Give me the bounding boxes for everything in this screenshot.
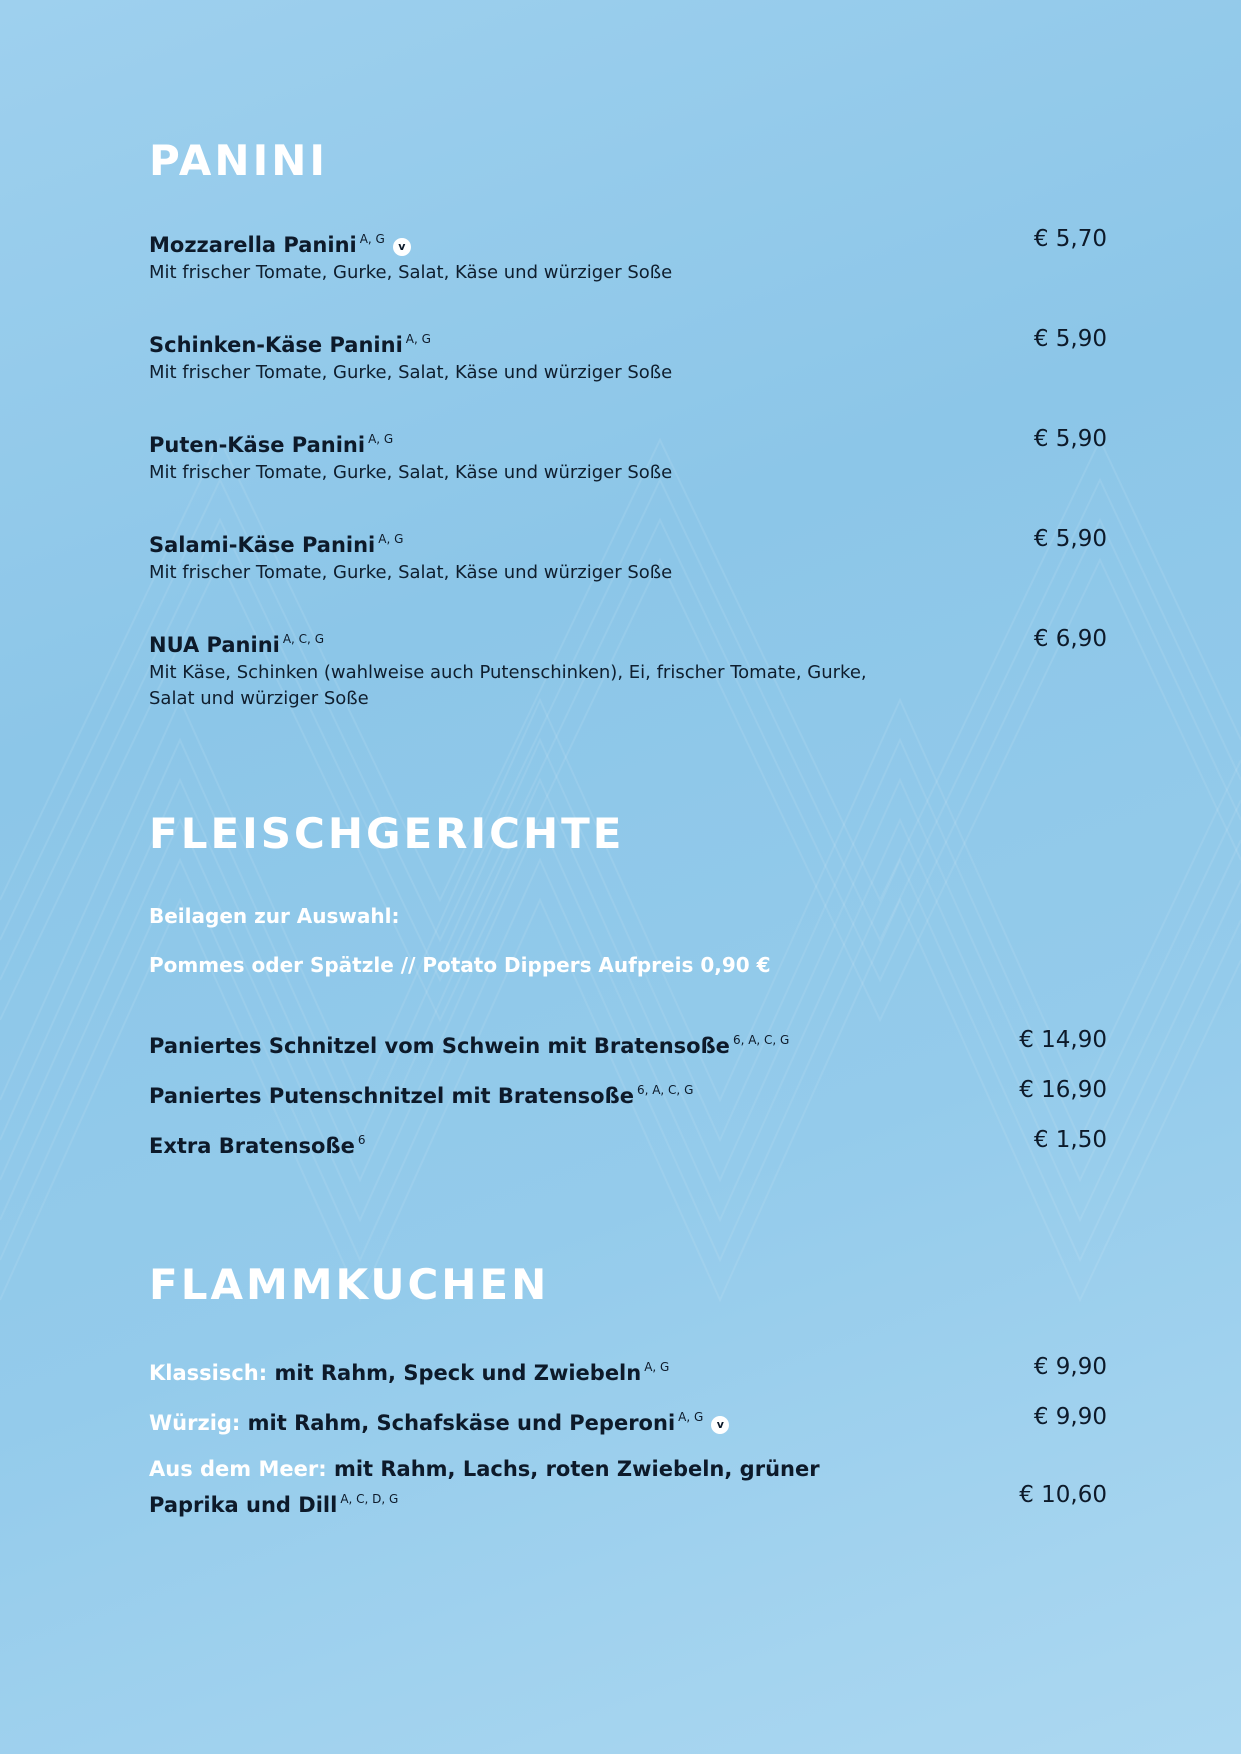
item-name: Puten-Käse Panini — [149, 433, 366, 457]
allergen-codes: 6 — [357, 1133, 366, 1147]
allergen-codes: A, G — [368, 432, 394, 446]
vegetarian-icon: v — [393, 238, 411, 256]
menu-item-schweineschnitzel — [149, 1027, 1107, 1059]
allergen-codes: A, G — [405, 332, 431, 346]
menu-item-extra-bratensosse — [149, 1127, 1107, 1159]
section-title-panini: PANINI — [149, 136, 328, 185]
menu-item-flammkuchen-wuerzig — [149, 1404, 1107, 1436]
allergen-codes: A, G — [359, 232, 385, 246]
item-price: € 10,60 — [1019, 1482, 1107, 1508]
menu-item-schinken-kaese-panini — [149, 326, 1107, 386]
item-description: Mit frischer Tomate, Gurke, Salat, Käse und würziger Soße — [149, 362, 673, 383]
item-price: € 6,90 — [1033, 626, 1107, 652]
item-name: mit Rahm, Speck und Zwiebeln — [274, 1361, 642, 1385]
side-dishes-options: Pommes oder Spätzle // Potato Dippers Aufpreis 0,90 € — [149, 953, 771, 977]
item-price: € 5,90 — [1033, 326, 1107, 352]
item-price: € 5,90 — [1033, 426, 1107, 452]
menu-item-mozzarella-panini — [149, 226, 1107, 286]
item-name: mit Rahm, Lachs, roten Zwiebeln, grüner Paprika und Dill — [149, 1457, 820, 1517]
menu-item-salami-kaese-panini — [149, 526, 1107, 586]
item-name: Salami-Käse Panini — [149, 533, 376, 557]
item-description: Mit frischer Tomate, Gurke, Salat, Käse und würziger Soße — [149, 262, 673, 283]
item-price: € 5,70 — [1033, 226, 1107, 252]
menu-item-puten-kaese-panini — [149, 426, 1107, 486]
menu-item-putenschnitzel — [149, 1077, 1107, 1109]
item-category-label: Würzig: — [149, 1411, 241, 1435]
allergen-codes: A, G — [678, 1410, 704, 1424]
item-name: mit Rahm, Schafskäse und Peperoni — [247, 1411, 676, 1435]
section-title-flammkuchen: FLAMMKUCHEN — [149, 1260, 550, 1309]
allergen-codes: A, C, G — [282, 632, 324, 646]
vegetarian-icon: v — [711, 1416, 729, 1434]
item-price: € 14,90 — [1019, 1027, 1107, 1053]
item-category-label: Aus dem Meer: — [149, 1457, 327, 1481]
item-description: Mit frischer Tomate, Gurke, Salat, Käse und würziger Soße — [149, 462, 673, 483]
item-price: € 5,90 — [1033, 526, 1107, 552]
item-name: Paniertes Schnitzel vom Schwein mit Bratensoße — [149, 1034, 730, 1058]
side-dishes-label: Beilagen zur Auswahl: — [149, 904, 400, 928]
item-name: Schinken-Käse Panini — [149, 333, 403, 357]
item-description: Mit Käse, Schinken (wahlweise auch Putenschinken), Ei, frischer Tomate, Gurke, Salat und würziger Soße — [149, 662, 867, 709]
item-name: Extra Bratensoße — [149, 1134, 355, 1158]
menu-item-flammkuchen-aus-dem-meer — [149, 1454, 1107, 1520]
menu-item-nua-panini — [149, 626, 1107, 712]
allergen-codes: A, G — [644, 1360, 670, 1374]
item-name: NUA Panini — [149, 633, 280, 657]
item-description: Mit frischer Tomate, Gurke, Salat, Käse und würziger Soße — [149, 562, 673, 583]
item-price: € 1,50 — [1033, 1127, 1107, 1153]
item-price: € 9,90 — [1033, 1404, 1107, 1430]
section-title-fleischgerichte: FLEISCHGERICHTE — [149, 809, 625, 858]
item-name: Paniertes Putenschnitzel mit Bratensoße — [149, 1084, 634, 1108]
allergen-codes: A, C, D, G — [340, 1492, 399, 1506]
menu-item-flammkuchen-klassisch — [149, 1354, 1107, 1386]
allergen-codes: 6, A, C, G — [636, 1083, 694, 1097]
item-price: € 9,90 — [1033, 1354, 1107, 1380]
item-category-label: Klassisch: — [149, 1361, 268, 1385]
item-price: € 16,90 — [1019, 1077, 1107, 1103]
item-name: Mozzarella Panini — [149, 233, 357, 257]
allergen-codes: 6, A, C, G — [732, 1033, 790, 1047]
allergen-codes: A, G — [378, 532, 404, 546]
